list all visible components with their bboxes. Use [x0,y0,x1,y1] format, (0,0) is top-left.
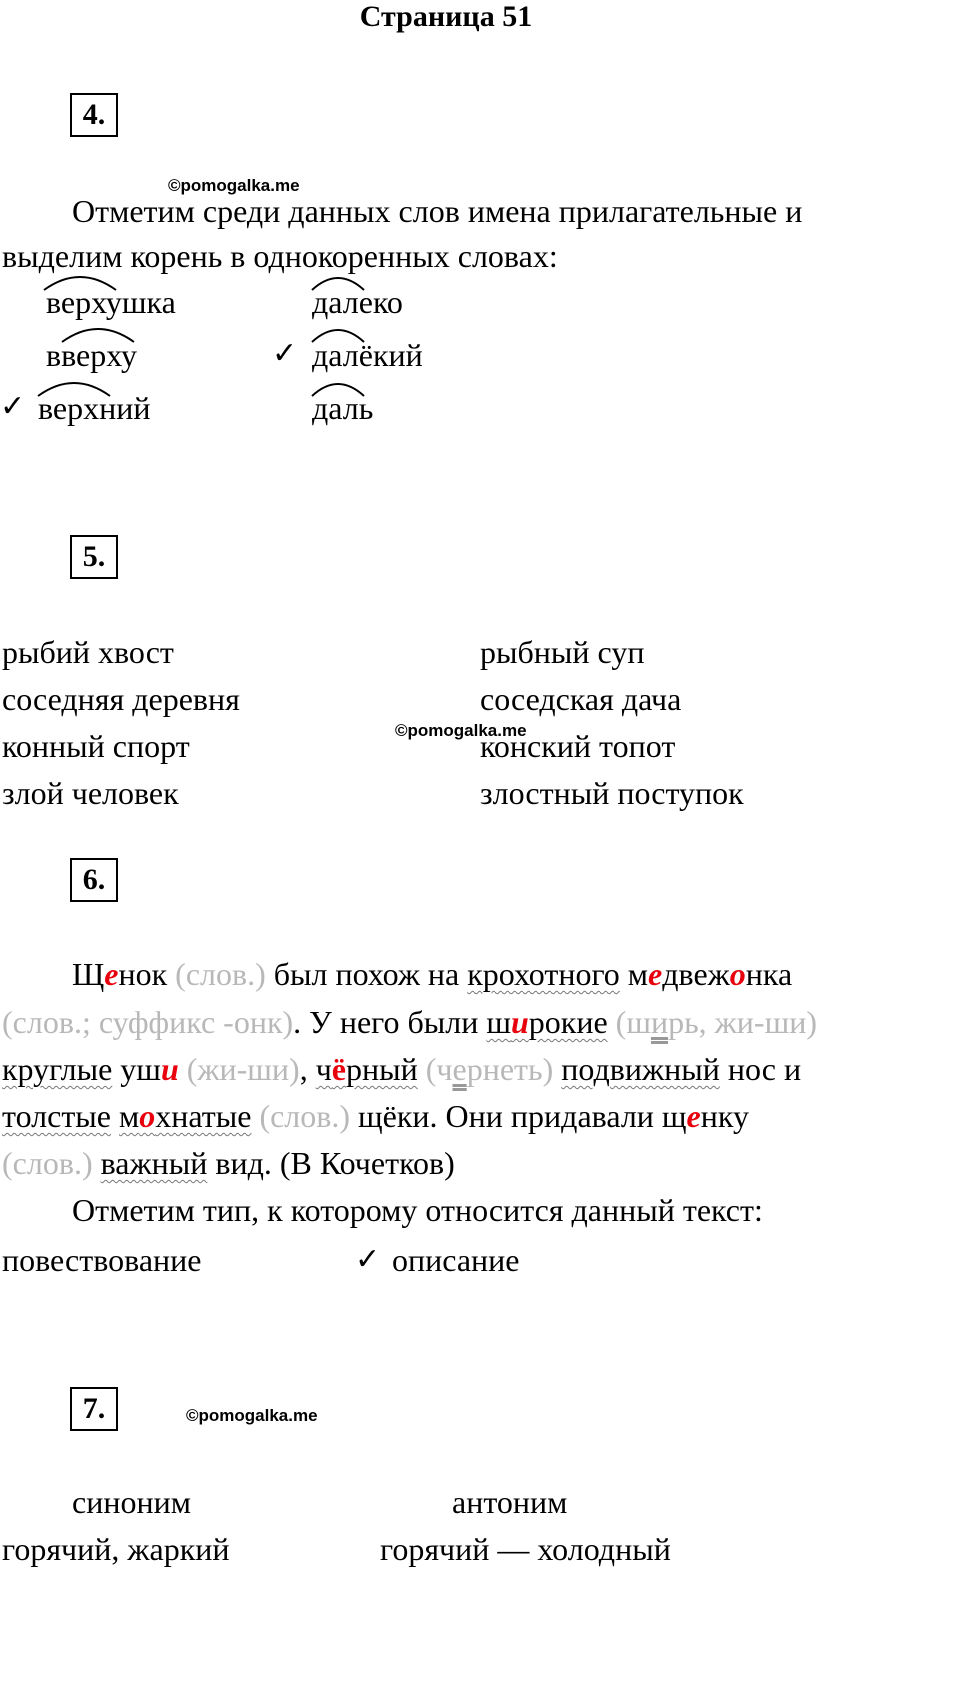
ex6-text-line3: круглые уши (жи-ши), чёрный (чернеть) подвижный нос и [2,1051,802,1087]
root-arc-icon [40,270,120,294]
exercise-7-number: 7. [70,1387,118,1431]
option-narration: повествование [2,1242,202,1278]
word-daleko: далеко [312,284,403,320]
synonym-pair: горячий, жаркий [2,1531,230,1567]
root-arc-icon [308,376,368,400]
phrase-right: злостный поступок [480,775,744,811]
ex6-text-line1: Щенок (слов.) был похож на крохотного медвежонка [72,956,793,992]
word-vverkhu: вверху [46,337,138,373]
root-arc-icon [34,376,114,400]
phrase-left: злой человек [2,775,179,811]
ex6-text-line2: (слов.; суффикс -онк). У него были широкие (ширь, жи-ши) [2,1004,817,1040]
root-arc-icon [308,270,368,294]
watermark: ©pomogalka.me [186,1406,318,1425]
ex6-question: Отметим тип, к которому относится данный текст: [72,1192,763,1228]
antonym-header: антоним [452,1484,568,1520]
phrase-left: рыбий хвост [2,634,174,670]
exercise-4-number: 4. [70,93,118,137]
exercise-5-number: 5. [70,535,118,579]
exercise-6-number: 6. [70,858,118,902]
watermark: ©pomogalka.me [168,176,300,195]
check-icon: ✓ [272,336,298,371]
phrase-left: конный спорт [2,728,190,764]
option-description: описание [392,1242,520,1278]
antonym-pair: горячий — холодный [380,1531,671,1567]
word-dal: даль [312,390,374,426]
word-verkhniy: верхний [38,390,151,426]
phrase-right: конский топот [480,728,676,764]
root-arc-icon [308,322,368,346]
word-dalekiy: далёкий [312,337,423,373]
ex4-intro-line1: Отметим среди данных слов имена прилагательные и [72,193,803,229]
check-icon: ✓ [355,1242,381,1277]
check-icon: ✓ [0,389,26,424]
root-arc-icon [58,322,138,346]
phrase-right: рыбный суп [480,634,645,670]
ex6-text-line5: (слов.) важный вид. (В Кочетков) [2,1145,455,1181]
word-verkhushka: верхушка [46,284,176,320]
phrase-right: соседская дача [480,681,682,717]
ex6-text-line4: толстые мохнатые (слов.) щёки. Они придавали щенку [2,1098,749,1134]
page-title: Страница 51 [359,0,533,33]
synonym-header: синоним [72,1484,191,1520]
watermark: ©pomogalka.me [395,721,527,740]
phrase-left: соседняя деревня [2,681,240,717]
ex4-intro-line2: выделим корень в однокоренных словах: [2,238,558,274]
